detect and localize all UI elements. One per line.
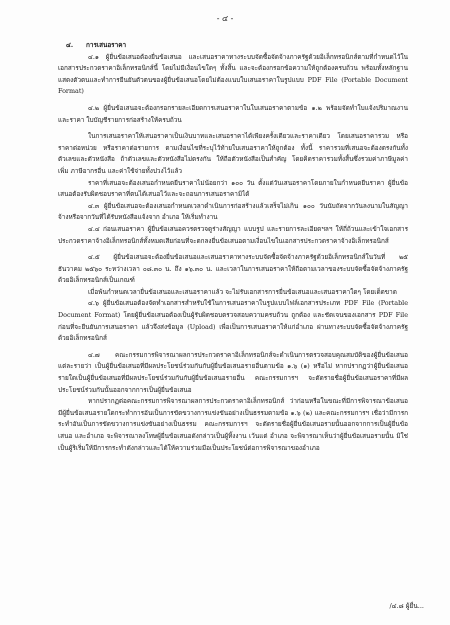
paragraph-4-5: ๔.๕ ผู้ยื่นข้อเสนอจะต้องยื่นข้อเสนอและเสนอราคาทางระบบจัดซื้อจัดจ้างภาครัฐด้วยอิเล็กทรอนิกส์ในวันที่ ๒๕ ธันวาคม ๒๕๖๐ ระหว่างเวลา ๐๘.๓๐ น. ถึง ๑๖.๓๐ น. และเวลาในการเสนอราคาให้ถือตามเวลาของระบบจัดซื้อจัดจ้างภาครัฐด้วยอิเล็กทรอนิกส์เป็นเกณฑ์ <box>58 253 408 285</box>
paragraph-4-6: ๔.๖ ผู้ยื่นข้อเสนอต้องจัดทำเอกสารสำหรับใช้ในการเสนอราคาในรูปแบบไฟล์เอกสารประเภท PDF File (Portable Document Format) โดยผู้ยื่นข้อเสนอต้องเป็นผู้รับผิดชอบตรวจสอบความครบถ้วน ถูกต้อง และชัดเจนของเอกสาร PDF File ก่อนที่จะยืนยันการเสนอราคา แล้วจึงส่งข้อมูล (Upload) เพื่อเป็นการเสนอราคาให้แก่อำเภอ ผ่านทางระบบจัดซื้อจัดจ้างภาครัฐด้วยอิเล็กทรอนิกส์ <box>58 299 408 343</box>
continuation-footer: /๔.๘ ผู้ยื่น... <box>389 602 424 610</box>
section-title: การเสนอราคา <box>86 41 127 49</box>
paragraph-4-5-deadline: เมื่อพ้นกำหนดเวลายื่นข้อเสนอและเสนอราคาแล้ว จะไม่รับเอกสารการยื่นข้อเสนอและเสนอราคาใดๆ โดยเด็ดขาด <box>88 287 397 296</box>
paragraph-4-3: ๔.๓ ผู้ยื่นข้อเสนอจะต้องเสนอกำหนดเวลาดำเนินการก่อสร้างแล้วเสร็จไม่เกิน ๑๐๐ วันนับถัดจากวันลงนามในสัญญาจ้างหรือจากวันที่ได้รับหนังสือแจ้งจาก อำเภอ ให้เริ่มทำงาน <box>58 201 408 222</box>
paragraph-4-2-validity: ราคาที่เสนอจะต้องเสนอกำหนดยืนราคาไม่น้อยกว่า ๑๐๐ วัน ตั้งแต่วันเสนอราคาโดยภายในกำหนดยืนราคา ผู้ยื่นข้อเสนอต้องรับผิดชอบราคาที่ตนได้เสนอไว้และจะถอนการเสนอราคามิได้ <box>58 178 408 199</box>
paragraph-4-4: ๔.๔ ก่อนเสนอราคา ผู้ยื่นข้อเสนอควรตรวจดูร่างสัญญา แบบรูป และรายการละเอียดฯลฯ ให้ถี่ถ้วนและเข้าใจเอกสารประกวดราคาจ้างอิเล็กทรอนิกส์ทั้งหมดเสียก่อนที่จะตกลงยื่นข้อเสนอตามเงื่อนไขในเอกสารประกวดราคาจ้างอิเล็กทรอนิกส์ <box>58 224 408 245</box>
paragraph-4-1: ๔.๑ ผู้ยื่นข้อเสนอต้องยื่นข้อเสนอ และเสนอราคาทางระบบจัดซื้อจัดจ้างภาครัฐด้วยอิเล็กทรอนิกส์ตามที่กำหนดไว้ในเอกสารประกวดราคาอิเล็กทรอนิกส์นี้ โดยไม่มีเงื่อนไขใดๆ ทั้งสิ้น และจะต้องกรอกข้อความให้ถูกต้องครบถ้วน พร้อมทั้งหลักฐานแสดงตัวตนและทำการยืนยันตัวตนของผู้ยื่นข้อเสนอโดยไม่ต้องแนบใบเสนอราคาในรูปแบบ PDF File (Portable Document Format) <box>58 52 408 96</box>
section-number: ๔. <box>66 41 74 49</box>
section-heading <box>66 40 408 52</box>
paragraph-4-2: ๔.๒ ผู้ยื่นข้อเสนอจะต้องกรอกรายละเอียดการเสนอราคาในใบเสนอราคาตามข้อ ๑.๒ พร้อมจัดทำใบแจ้งปริมาณงานและราคา ใบบัญชีรายการก่อสร้างให้ครบถ้วน <box>58 103 408 124</box>
paragraph-4-7: ๔.๗ คณะกรรมการพิจารณาผลการประกวดราคาอิเล็กทรอนิกส์จะดำเนินการตรวจสอบคุณสมบัติของผู้ยื่นข้อเสนอแต่ละรายว่า เป็นผู้ยื่นข้อเสนอที่มีผลประโยชน์ร่วมกันกับผู้ยื่นข้อเสนอรายอื่นตามข้อ ๑.๖ (๑) หรือไม่ หากปรากฏว่าผู้ยื่นข้อเสนอรายใดเป็นผู้ยื่นข้อเสนอที่มีผลประโยชน์ร่วมกันกับผู้ยื่นข้อเสนอรายอื่น คณะกรรมการฯ จะตัดรายชื่อผู้ยื่นข้อเสนอราคาที่มีผลประโยชน์ร่วมกันนั้นออกจากการเป็นผู้ยื่นข้อเสนอ <box>58 350 408 394</box>
page-number: - ๔ - <box>216 14 234 23</box>
document-body <box>58 40 408 454</box>
paragraph-4-2-price: ในการเสนอราคาให้เสนอราคาเป็นเงินบาทและเสนอราคาได้เพียงครั้งเดียวและราคาเดียว โดยเสนอราคารวม หรือราคาต่อหน่วย หรือราคาต่อรายการ ตามเงื่อนไขที่ระบุไว้ท้ายใบเสนอราคาให้ถูกต้อง ทั้งนี้ ราคารวมที่เสนอจะต้องตรงกันทั้งตัวเลขและตัวหนังสือ ถ้าตัวเลขและตัวหนังสือไม่ตรงกัน ให้ถือตัวหนังสือเป็นสำคัญ โดยคิดราคารวมทั้งสิ้นซึ่งรวมค่าภาษีมูลค่าเพิ่ม ภาษีอากรอื่น และค่าใช้จ่ายทั้งปวงไว้แล้ว <box>58 132 408 175</box>
paragraph-4-7-collusion: หากปรากฏต่อคณะกรรมการพิจารณาผลการประกวดราคาอิเล็กทรอนิกส์ ว่าก่อนหรือในขณะที่มีการพิจารณาข้อเสนอ มีผู้ยื่นข้อเสนอรายใดกระทำการอันเป็นการขัดขวางการแข่งขันอย่างเป็นธรรมตามข้อ ๑.๖ (๒) และคณะกรรมการฯ เชื่อว่ามีการกระทำอันเป็นการขัดขวางการแข่งขันอย่างเป็นธรรม คณะกรรมการฯ จะตัดรายชื่อผู้ยื่นข้อเสนอรายนั้นออกจากการเป็นผู้ยื่นข้อเสนอ และอำเภอ จะพิจารณาลงโทษผู้ยื่นข้อเสนอดังกล่าวเป็นผู้ทิ้งงาน เว้นแต่ อำเภอ จะพิจารณาเห็นว่าผู้ยื่นข้อเสนอรายนั้น มิใช่เป็นผู้ริเริ่มให้มีการกระทำดังกล่าวและได้ให้ความร่วมมือเป็นประโยชน์ต่อการพิจารณาของอำเภอ <box>58 397 408 452</box>
